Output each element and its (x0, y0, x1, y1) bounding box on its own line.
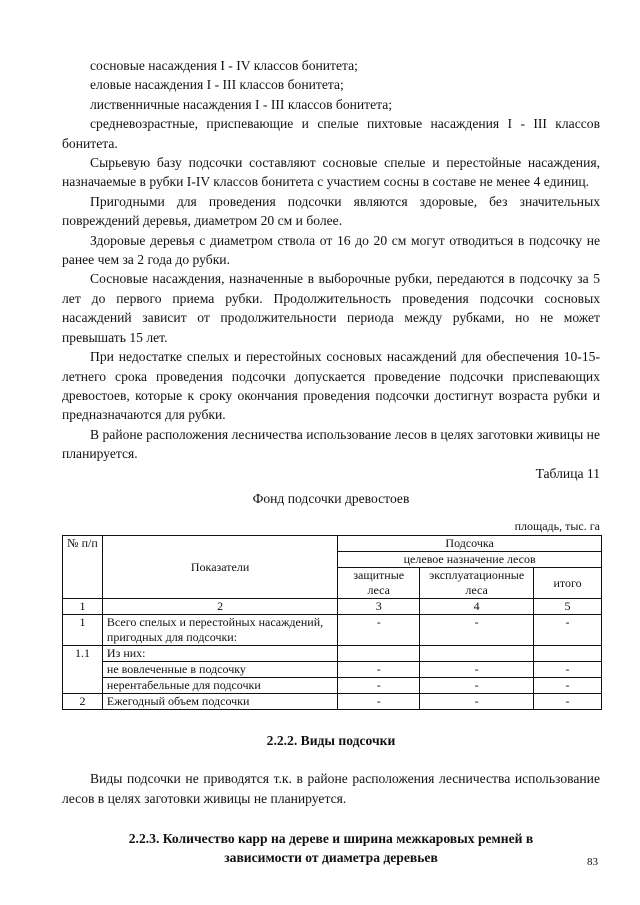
row-value: - (420, 694, 534, 710)
colnum-2: 2 (102, 599, 337, 615)
header-num: № п/п (63, 536, 103, 599)
row-value: - (338, 662, 420, 678)
list-item-pine: сосновые насаждения I - IV классов бонитета; (90, 58, 358, 73)
paragraph-healthy-trees: Здоровые деревья с диаметром ствола от 16 до 20 см могут отводиться в подсочку не ранее чем за 2 года до рубки. (62, 232, 600, 268)
table-row (63, 615, 602, 646)
row-value: - (420, 615, 534, 646)
paragraph-suitable-trees: Пригодными для проведения подсочки являются здоровые, без значительных повреждений деревья, диаметром 20 см и более. (62, 193, 600, 229)
header-exploitation: эксплуатационные леса (420, 568, 534, 599)
list-item-larch: лиственничные насаждения I - III классов бонитета; (90, 96, 393, 112)
colnum-3: 3 (338, 599, 420, 615)
row-value: - (338, 615, 420, 646)
table-colnum-row (63, 599, 602, 615)
table-units: площадь, тыс. га (514, 519, 600, 534)
row-label: Ежегодный объем подсочки (102, 694, 337, 710)
row-label: Всего спелых и перестойных насаждений, пригодных для подсочки: (102, 615, 337, 646)
row-value: - (338, 694, 420, 710)
tapping-fund-table (62, 535, 602, 710)
paragraph-selective-felling: Сосновые насаждения, назначенные в выборочные рубки, передаются в подсочку за 5 лет до первого приема рубки. Продолжительность проведения подсочки сосновых насаждений зависит от продолжительности периода между рубками, но не может превышать 15 лет. (62, 271, 600, 345)
row-value: - (534, 694, 602, 710)
row-value: - (420, 678, 534, 694)
section-heading-222: 2.2.2. Виды подсочки (266, 733, 396, 749)
table-row (63, 678, 602, 694)
table-row (63, 694, 602, 710)
row-label: нерентабельные для подсочки (102, 678, 337, 694)
header-indicators: Показатели (102, 536, 337, 599)
row-value: - (420, 662, 534, 678)
list-item-spruce: еловые насаждения I - III классов бонитета; (90, 77, 344, 93)
table-header-row (63, 536, 602, 552)
row-num: 1.1 (63, 646, 103, 694)
section-222-text: Виды подсочки не приводятся т.к. в районе расположения лесничества использование лесов в целях заготовки живицы не планируется. (62, 771, 600, 806)
row-value (338, 646, 420, 662)
row-num: 1 (63, 615, 103, 646)
row-value: - (534, 615, 602, 646)
row-value: - (534, 678, 602, 694)
row-value (420, 646, 534, 662)
table-row (63, 662, 602, 678)
list-item-fir: средневозрастные, приспевающие и спелые пихтовые насаждения I - III классов бонитета. (62, 116, 600, 151)
page-number: 83 (587, 856, 598, 868)
paragraph-resin-not-planned: В районе расположения лесничества использование лесов в целях заготовки живицы не планируется. (62, 426, 600, 462)
colnum-5: 5 (534, 599, 602, 615)
table-label: Таблица 11 (535, 465, 600, 481)
table-caption: Фонд подсочки древостоев (252, 490, 410, 506)
colnum-1: 1 (63, 599, 103, 615)
header-protective: защитные леса (338, 568, 420, 599)
table-row (63, 646, 602, 662)
header-total: итого (534, 568, 602, 599)
row-label: Из них: (102, 646, 337, 662)
header-tapping: Подсочка (338, 536, 602, 552)
row-num: 2 (63, 694, 103, 710)
document-page (62, 56, 600, 867)
row-value: - (534, 662, 602, 678)
paragraph-shortage: При недостатке спелых и перестойных сосновых насаждений для обеспечения 10-15-летнего срока проведения подсочки допускается проведение подсочки приспевающих древостоев, которые к сроку окончания проведения подсочки достигнут возраста рубки и предназначаются для рубки. (62, 349, 600, 423)
row-value: - (338, 678, 420, 694)
paragraph-raw-base: Сырьевую базу подсочки составляют сосновые спелые и перестойные насаждения, назначаемые в рубки I-IV классов бонитета с участием сосны в составе не менее 4 единиц. (62, 155, 600, 190)
row-label: не вовлеченные в подсочку (102, 662, 337, 678)
row-value (534, 646, 602, 662)
section-heading-223: 2.2.3. Количество карр на дереве и ширина межкаровых ремней в зависимости от диаметра деревьев (128, 831, 534, 866)
colnum-4: 4 (420, 599, 534, 615)
header-purpose: целевое назначение лесов (338, 552, 602, 568)
